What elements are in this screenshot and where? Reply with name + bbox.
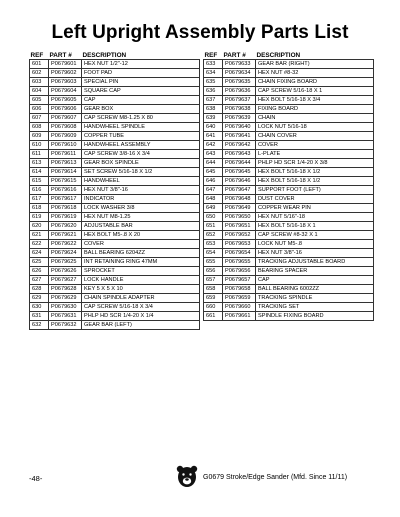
table-row (204, 113, 374, 122)
ref-cell: 652 (204, 230, 223, 239)
part-number-cell: P0679605 (49, 95, 82, 104)
table-row (30, 77, 200, 86)
table-row (204, 140, 374, 149)
description-cell: SUPPORT FOOT (LEFT) (256, 185, 374, 194)
ref-cell: 614 (30, 167, 49, 176)
part-number-cell: P0679604 (49, 86, 82, 95)
part-number-cell: P0679645 (223, 167, 256, 176)
table-row (30, 293, 200, 302)
description-cell: INT RETAINING RING 47MM (82, 257, 200, 266)
part-number-cell: P0679642 (223, 140, 256, 149)
table-row (30, 203, 200, 212)
table-row (204, 86, 374, 95)
ref-cell: 613 (30, 158, 49, 167)
table-row (30, 86, 200, 95)
part-number-cell: P0679659 (223, 293, 256, 302)
ref-cell: 641 (204, 131, 223, 140)
part-number-cell: P0679637 (223, 95, 256, 104)
part-number-cell: P0679658 (223, 284, 256, 293)
part-number-cell: P0679644 (223, 158, 256, 167)
description-cell: HEX NUT 1/2"-12 (82, 59, 200, 68)
parts-table-right (203, 50, 374, 321)
description-cell: CAP SCREW 5/16-18 X 1 (256, 86, 374, 95)
header-ref: REF (30, 51, 44, 59)
ref-cell: 626 (30, 266, 49, 275)
table-header-row (30, 50, 200, 59)
ref-cell: 611 (30, 149, 49, 158)
part-number-cell: P0679614 (49, 167, 82, 176)
ref-cell: 617 (30, 194, 49, 203)
description-cell: HEX NUT M8-1.25 (82, 212, 200, 221)
description-cell: HEX NUT 3/8"-16 (82, 185, 200, 194)
table-row (204, 59, 374, 68)
ref-cell: 650 (204, 212, 223, 221)
parts-table-left (29, 50, 200, 330)
part-number-cell: P0679654 (223, 248, 256, 257)
table-row (30, 104, 200, 113)
page-footer (0, 464, 400, 494)
description-cell: CHAIN FIXING BOARD (256, 77, 374, 86)
ref-cell: 633 (204, 59, 223, 68)
description-cell: INDICATOR (82, 194, 200, 203)
ref-cell: 637 (204, 95, 223, 104)
part-number-cell: P0679628 (49, 284, 82, 293)
description-cell: SPROCKET (82, 266, 200, 275)
part-number-cell: P0679656 (223, 266, 256, 275)
part-number-cell: P0679643 (223, 149, 256, 158)
table-row (204, 230, 374, 239)
description-cell: CAP SCREW #8-32 X 1 (256, 230, 374, 239)
description-cell: COVER (256, 140, 374, 149)
ref-cell: 627 (30, 275, 49, 284)
table-row (204, 257, 374, 266)
ref-cell: 618 (30, 203, 49, 212)
part-number-cell: P0679638 (223, 104, 256, 113)
table-row (204, 311, 374, 320)
table-row (204, 248, 374, 257)
description-cell: COPPER TUBE (82, 131, 200, 140)
part-number-cell: P0679625 (49, 257, 82, 266)
description-cell: HEX BOLT 5/16-18 X 1/2 (256, 176, 374, 185)
description-cell: HANDWHEEL SPINDLE (82, 122, 200, 131)
table-row (30, 113, 200, 122)
part-number-cell: P0679633 (223, 59, 256, 68)
table-row (30, 248, 200, 257)
ref-cell: 635 (204, 77, 223, 86)
table-row (30, 221, 200, 230)
ref-cell: 602 (30, 68, 49, 77)
header-part: PART # (223, 51, 246, 59)
table-row (30, 167, 200, 176)
description-cell: HEX BOLT 5/16-18 X 3/4 (256, 95, 374, 104)
description-cell: HEX NUT #8-32 (256, 68, 374, 77)
description-cell: PHLP HD SCR 1/4-20 X 1/4 (82, 311, 200, 320)
table-row (204, 68, 374, 77)
part-number-cell: P0679608 (49, 122, 82, 131)
part-number-cell: P0679617 (49, 194, 82, 203)
part-number-cell: P0679647 (223, 185, 256, 194)
ref-cell: 625 (30, 257, 49, 266)
table-row (204, 266, 374, 275)
table-row (204, 77, 374, 86)
ref-cell: 605 (30, 95, 49, 104)
ref-cell: 651 (204, 221, 223, 230)
ref-cell: 636 (204, 86, 223, 95)
ref-cell: 634 (204, 68, 223, 77)
ref-cell: 621 (30, 230, 49, 239)
description-cell: CAP (82, 95, 200, 104)
ref-cell: 631 (30, 311, 49, 320)
part-number-cell: P0679632 (49, 320, 82, 329)
table-row (204, 275, 374, 284)
table-row (204, 149, 374, 158)
part-number-cell: P0679641 (223, 131, 256, 140)
table-row (204, 284, 374, 293)
description-cell: SPINDLE FIXING BOARD (256, 311, 374, 320)
ref-cell: 610 (30, 140, 49, 149)
part-number-cell: P0679620 (49, 221, 82, 230)
header-description: DESCRIPTION (82, 51, 127, 59)
part-number-cell: P0679618 (49, 203, 82, 212)
ref-cell: 658 (204, 284, 223, 293)
part-number-cell: P0679606 (49, 104, 82, 113)
ref-cell: 655 (204, 257, 223, 266)
ref-cell: 656 (204, 266, 223, 275)
ref-cell: 638 (204, 104, 223, 113)
part-number-cell: P0679634 (223, 68, 256, 77)
footer-text: G0679 Stroke/Edge Sander (Mfd. Since 11/11) (203, 474, 348, 481)
ref-cell: 632 (30, 320, 49, 329)
table-header-row (204, 50, 374, 59)
part-number-cell: P0679610 (49, 140, 82, 149)
description-cell: HEX BOLT 5/16-18 X 1 (256, 221, 374, 230)
ref-cell: 645 (204, 167, 223, 176)
table-row (30, 131, 200, 140)
part-number-cell: P0679611 (49, 149, 82, 158)
part-number-cell: P0679660 (223, 302, 256, 311)
description-cell: HEX BOLT M5-.8 X 20 (82, 230, 200, 239)
table-row (204, 293, 374, 302)
part-number-cell: P0679622 (49, 239, 82, 248)
table-row (30, 122, 200, 131)
description-cell: SQUARE CAP (82, 86, 200, 95)
description-cell: DUST COVER (256, 194, 374, 203)
table-row (30, 284, 200, 293)
description-cell: SPECIAL PIN (82, 77, 200, 86)
part-number-cell: P0679640 (223, 122, 256, 131)
description-cell: BEARING SPACER (256, 266, 374, 275)
table-row (30, 59, 200, 68)
ref-cell: 606 (30, 104, 49, 113)
part-number-cell: P0679650 (223, 212, 256, 221)
ref-cell: 647 (204, 185, 223, 194)
ref-cell: 608 (30, 122, 49, 131)
table-row (30, 95, 200, 104)
ref-cell: 661 (204, 311, 223, 320)
part-number-cell: P0679613 (49, 158, 82, 167)
part-number-cell: P0679661 (223, 311, 256, 320)
part-number-cell: P0679652 (223, 230, 256, 239)
ref-cell: 659 (204, 293, 223, 302)
table-row (30, 68, 200, 77)
table-row (30, 320, 200, 329)
ref-cell: 653 (204, 239, 223, 248)
description-cell: BALL BEARING 6204ZZ (82, 248, 200, 257)
table-row (204, 122, 374, 131)
ref-cell: 616 (30, 185, 49, 194)
ref-cell: 654 (204, 248, 223, 257)
table-row (30, 176, 200, 185)
part-number-cell: P0679653 (223, 239, 256, 248)
table-row (30, 185, 200, 194)
description-cell: BALL BEARING 6002ZZ (256, 284, 374, 293)
part-number-cell: P0679607 (49, 113, 82, 122)
description-cell: CAP SCREW 3/8-16 X 3/4 (82, 149, 200, 158)
part-number-cell: P0679616 (49, 185, 82, 194)
description-cell: GEAR BOX (82, 104, 200, 113)
part-number-cell: P0679619 (49, 212, 82, 221)
part-number-cell: P0679639 (223, 113, 256, 122)
part-number-cell: P0679631 (49, 311, 82, 320)
table-row (204, 95, 374, 104)
description-cell: TRACKING ADJUSTABLE BOARD (256, 257, 374, 266)
description-cell: HANDWHEEL (82, 176, 200, 185)
ref-cell: 630 (30, 302, 49, 311)
description-cell: HEX BOLT 5/16-18 X 1/2 (256, 167, 374, 176)
part-number-cell: P0679655 (223, 257, 256, 266)
part-number-cell: P0679651 (223, 221, 256, 230)
description-cell: FIXING BOARD (256, 104, 374, 113)
table-row (30, 212, 200, 221)
table-row (204, 104, 374, 113)
part-number-cell: P0679629 (49, 293, 82, 302)
table-row (204, 302, 374, 311)
table-row (30, 158, 200, 167)
table-row (204, 203, 374, 212)
description-cell: TRACKING SET (256, 302, 374, 311)
table-row (30, 311, 200, 320)
description-cell: ADJUSTABLE BAR (82, 221, 200, 230)
description-cell: CHAIN (256, 113, 374, 122)
table-row (204, 239, 374, 248)
table-row (30, 239, 200, 248)
ref-cell: 622 (30, 239, 49, 248)
page-title: Left Upright Assembly Parts List (51, 22, 349, 43)
part-number-cell: P0679630 (49, 302, 82, 311)
description-cell: COPPER WEAR PIN (256, 203, 374, 212)
part-number-cell: P0679601 (49, 59, 82, 68)
ref-cell: 642 (204, 140, 223, 149)
ref-cell: 643 (204, 149, 223, 158)
table-row (30, 275, 200, 284)
ref-cell: 646 (204, 176, 223, 185)
table-row (204, 131, 374, 140)
description-cell: TRACKING SPINDLE (256, 293, 374, 302)
table-row (204, 176, 374, 185)
ref-cell: 640 (204, 122, 223, 131)
ref-cell: 639 (204, 113, 223, 122)
description-cell: GEAR BOX SPINDLE (82, 158, 200, 167)
part-number-cell: P0679624 (49, 248, 82, 257)
parts-table-left-body (30, 59, 200, 329)
table-row (204, 167, 374, 176)
description-cell: CHAIN COVER (256, 131, 374, 140)
ref-cell: 644 (204, 158, 223, 167)
description-cell: PHLP HD SCR 1/4-20 X 3/8 (256, 158, 374, 167)
header-ref: REF (204, 51, 218, 59)
grizzly-bear-logo-icon (176, 464, 198, 488)
description-cell: CAP SCREW 5/16-18 X 3/4 (82, 302, 200, 311)
description-cell: HANDWHEEL ASSEMBLY (82, 140, 200, 149)
part-number-cell: P0679646 (223, 176, 256, 185)
description-cell: CAP SCREW M8-1.25 X 80 (82, 113, 200, 122)
ref-cell: 604 (30, 86, 49, 95)
part-number-cell: P0679603 (49, 77, 82, 86)
table-row (30, 266, 200, 275)
header-part: PART # (49, 51, 72, 59)
ref-cell: 607 (30, 113, 49, 122)
description-cell: SET SCREW 5/16-18 X 1/2 (82, 167, 200, 176)
part-number-cell: P0679626 (49, 266, 82, 275)
part-number-cell: P0679648 (223, 194, 256, 203)
part-number-cell: P0679657 (223, 275, 256, 284)
page-number: -48- (29, 474, 43, 483)
ref-cell: 657 (204, 275, 223, 284)
table-row (30, 257, 200, 266)
description-cell: KEY 5 X 5 X 10 (82, 284, 200, 293)
table-row (204, 212, 374, 221)
description-cell: LOCK HANDLE (82, 275, 200, 284)
part-number-cell: P0679636 (223, 86, 256, 95)
part-number-cell: P0679649 (223, 203, 256, 212)
parts-table-right-body (204, 59, 374, 320)
table-row (204, 158, 374, 167)
ref-cell: 628 (30, 284, 49, 293)
part-number-cell: P0679615 (49, 176, 82, 185)
table-row (204, 221, 374, 230)
table-row (204, 185, 374, 194)
ref-cell: 619 (30, 212, 49, 221)
ref-cell: 649 (204, 203, 223, 212)
description-cell: LOCK NUT M5-.8 (256, 239, 374, 248)
header-description: DESCRIPTION (256, 51, 301, 59)
table-row (204, 194, 374, 203)
description-cell: COVER (82, 239, 200, 248)
part-number-cell: P0679602 (49, 68, 82, 77)
ref-cell: 603 (30, 77, 49, 86)
part-number-cell: P0679627 (49, 275, 82, 284)
description-cell: HEX NUT 3/8"-16 (256, 248, 374, 257)
table-row (30, 149, 200, 158)
ref-cell: 601 (30, 59, 49, 68)
description-cell: GEAR BAR (RIGHT) (256, 59, 374, 68)
ref-cell: 620 (30, 221, 49, 230)
ref-cell: 615 (30, 176, 49, 185)
part-number-cell: P0679635 (223, 77, 256, 86)
description-cell: LOCK WASHER 3/8 (82, 203, 200, 212)
description-cell: CAP (256, 275, 374, 284)
table-row (30, 230, 200, 239)
description-cell: HEX NUT 5/16"-18 (256, 212, 374, 221)
table-row (30, 194, 200, 203)
description-cell: L-PLATE (256, 149, 374, 158)
part-number-cell: P0679609 (49, 131, 82, 140)
table-row (30, 302, 200, 311)
part-number-cell: P0679621 (49, 230, 82, 239)
ref-cell: 648 (204, 194, 223, 203)
ref-cell: 609 (30, 131, 49, 140)
description-cell: GEAR BAR (LEFT) (82, 320, 200, 329)
ref-cell: 660 (204, 302, 223, 311)
table-row (30, 140, 200, 149)
description-cell: CHAIN SPINDLE ADAPTER (82, 293, 200, 302)
description-cell: FOOT PAD (82, 68, 200, 77)
description-cell: LOCK NUT 5/16-18 (256, 122, 374, 131)
ref-cell: 624 (30, 248, 49, 257)
ref-cell: 629 (30, 293, 49, 302)
